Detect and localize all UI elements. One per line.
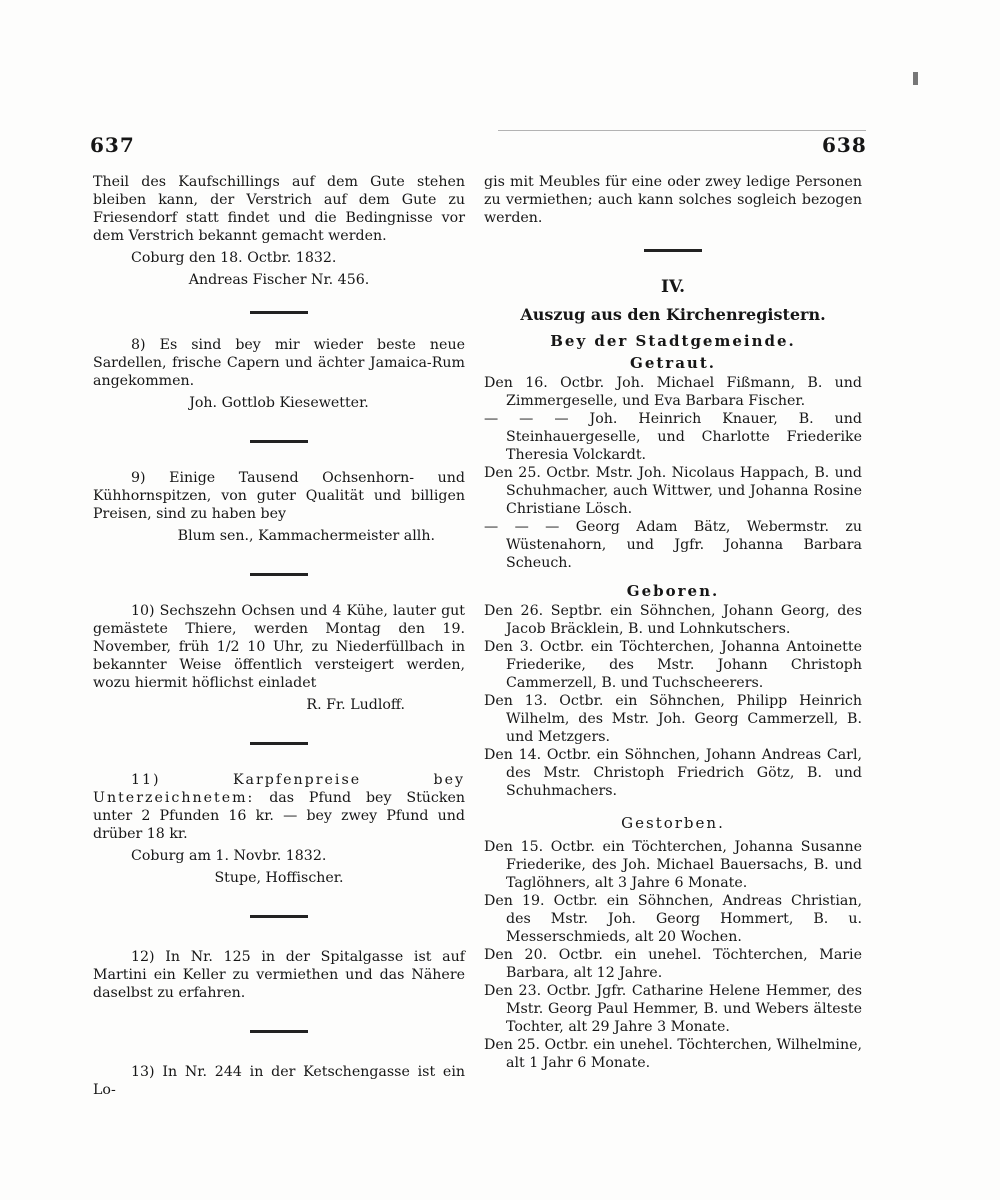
list-item: Den 23. Octbr. Jgfr. Catharine Helene Hemmer, des Mstr. Georg Paul Hemmer, B. und Webers älteste Tochter, alt 29 Jahre 3 Monate. — [484, 983, 862, 1035]
notice-11-text: das Pfund bey Stücken unter 2 Pfunden 16 kr. — bey zwey Pfund und drüber 18 kr. — [93, 790, 465, 842]
married-list — [484, 374, 862, 572]
list-item: Den 13. Octbr. ein Söhnchen, Philipp Heinrich Wilhelm, des Mstr. Joh. Georg Cammerzell, B. und Metzgers. — [484, 693, 862, 745]
list-item: Den 25. Octbr. Mstr. Joh. Nicolaus Happach, B. und Schuhmacher, auch Wittwer, und Johanna Rosine Christiane Lösch. — [484, 465, 862, 517]
notice-12: 12) In Nr. 125 in der Spitalgasse ist auf Martini ein Keller zu vermiethen und das Nähere daselbst zu erfahren. — [93, 949, 465, 1001]
separator-dash — [250, 440, 308, 443]
section-title: Auszug aus den Kirchenregistern. — [520, 305, 826, 324]
list-item: Den 19. Octbr. ein Söhnchen, Andreas Christian, des Mstr. Joh. Georg Hommert, B. u. Messerschmieds, alt 20 Wochen. — [484, 893, 862, 945]
notice-13: 13) In Nr. 244 in der Ketschengasse ist ein Lo- — [93, 1064, 465, 1098]
married-heading: Getraut. — [630, 354, 716, 372]
notice-8-signature: Joh. Gottlob Kiesewetter. — [189, 395, 369, 411]
notice-date: Coburg den 18. Octbr. 1832. — [131, 250, 337, 266]
list-item: Den 15. Octbr. ein Töchterchen, Johanna Susanne Friederike, des Joh. Michael Bauersachs, B. und Taglöhners, alt 3 Jahre 6 Monate. — [484, 839, 862, 891]
header-rule — [498, 130, 866, 131]
parish-heading: Bey der Stadtgemeinde. — [550, 332, 796, 350]
margin-mark — [913, 72, 918, 85]
separator-dash — [250, 915, 308, 918]
separator-dash — [250, 1030, 308, 1033]
list-item: Den 25. Octbr. ein unehel. Töchterchen, Wilhelmine, alt 1 Jahr 6 Monate. — [484, 1037, 863, 1071]
notice-11-lead: 11) Karpfenpreise bey Unterzeichnetem: — [93, 772, 465, 806]
list-item: — — — Joh. Heinrich Knauer, B. und Steinhauergeselle, und Charlotte Friederike Theresia Volckardt. — [484, 411, 862, 463]
list-item: Den 20. Octbr. ein unehel. Töchterchen, Marie Barbara, alt 12 Jahre. — [484, 947, 862, 981]
born-heading: Geboren. — [626, 582, 720, 600]
notice-continuation: Theil des Kaufschillings auf dem Gute stehen bleiben kann, der Verstrich auf dem Gute zu Friesendorf statt findet und die Bedingnisse vor dem Verstrich bekannt gemacht werden. — [93, 174, 465, 244]
notice-9-signature: Blum sen., Kammachermeister allh. — [177, 528, 435, 544]
notice-10: 10) Sechszehn Ochsen und 4 Kühe, lauter gut gemästete Thiere, werden Montag den 19. November, früh 1/2 10 Uhr, zu Niederfüllbach in bekannter Weise öffentlich versteigert werden, wozu hiermit höflichst einladet — [93, 603, 465, 691]
notice-signature: Andreas Fischer Nr. 456. — [188, 272, 370, 288]
separator-dash — [250, 573, 308, 576]
notice-10-signature: R. Fr. Ludloff. — [306, 697, 405, 713]
notice-11-signature: Stupe, Hoffischer. — [214, 870, 344, 886]
notice-13-continuation: gis mit Meubles für eine oder zwey ledige Personen zu vermiethen; auch kann solches sogleich bezogen werden. — [484, 174, 862, 226]
separator-dash — [250, 311, 308, 314]
right-column — [484, 173, 862, 1072]
list-item: — — — Georg Adam Bätz, Webermstr. zu Wüstenahorn, und Jgfr. Johanna Barbara Scheuch. — [484, 519, 862, 571]
list-item: Den 16. Octbr. Joh. Michael Fißmann, B. und Zimmergeselle, und Eva Barbara Fischer. — [484, 375, 862, 409]
page-number-left: 637 — [90, 133, 135, 157]
list-item: Den 26. Septbr. ein Söhnchen, Johann Georg, des Jacob Bräcklein, B. und Lohnkutschers. — [484, 603, 862, 637]
section-number: IV. — [660, 277, 686, 297]
notice-8: 8) Es sind bey mir wieder beste neue Sardellen, frische Capern und ächter Jamaica-Rum angekommen. — [93, 337, 465, 389]
died-heading: Gestorben. — [621, 814, 725, 832]
list-item: Den 14. Octbr. ein Söhnchen, Johann Andreas Carl, des Mstr. Christoph Friedrich Götz, B. und Schuhmachers. — [484, 747, 862, 799]
separator-dash — [250, 742, 308, 745]
separator-dash — [644, 249, 702, 252]
died-list — [484, 838, 862, 1072]
page-number-right: 638 — [822, 133, 867, 157]
notice-11-date: Coburg am 1. Novbr. 1832. — [131, 848, 327, 864]
list-item: Den 3. Octbr. ein Töchterchen, Johanna Antoinette Friederike, des Mstr. Johann Christoph Cammerzell, B. und Tuchscheerers. — [484, 639, 862, 691]
born-list — [484, 602, 862, 800]
left-column — [93, 173, 465, 1099]
notice-9: 9) Einige Tausend Ochsenhorn- und Kühhornspitzen, von guter Qualität und billigen Preisen, sind zu haben bey — [93, 470, 465, 522]
notice-11 — [93, 771, 465, 843]
